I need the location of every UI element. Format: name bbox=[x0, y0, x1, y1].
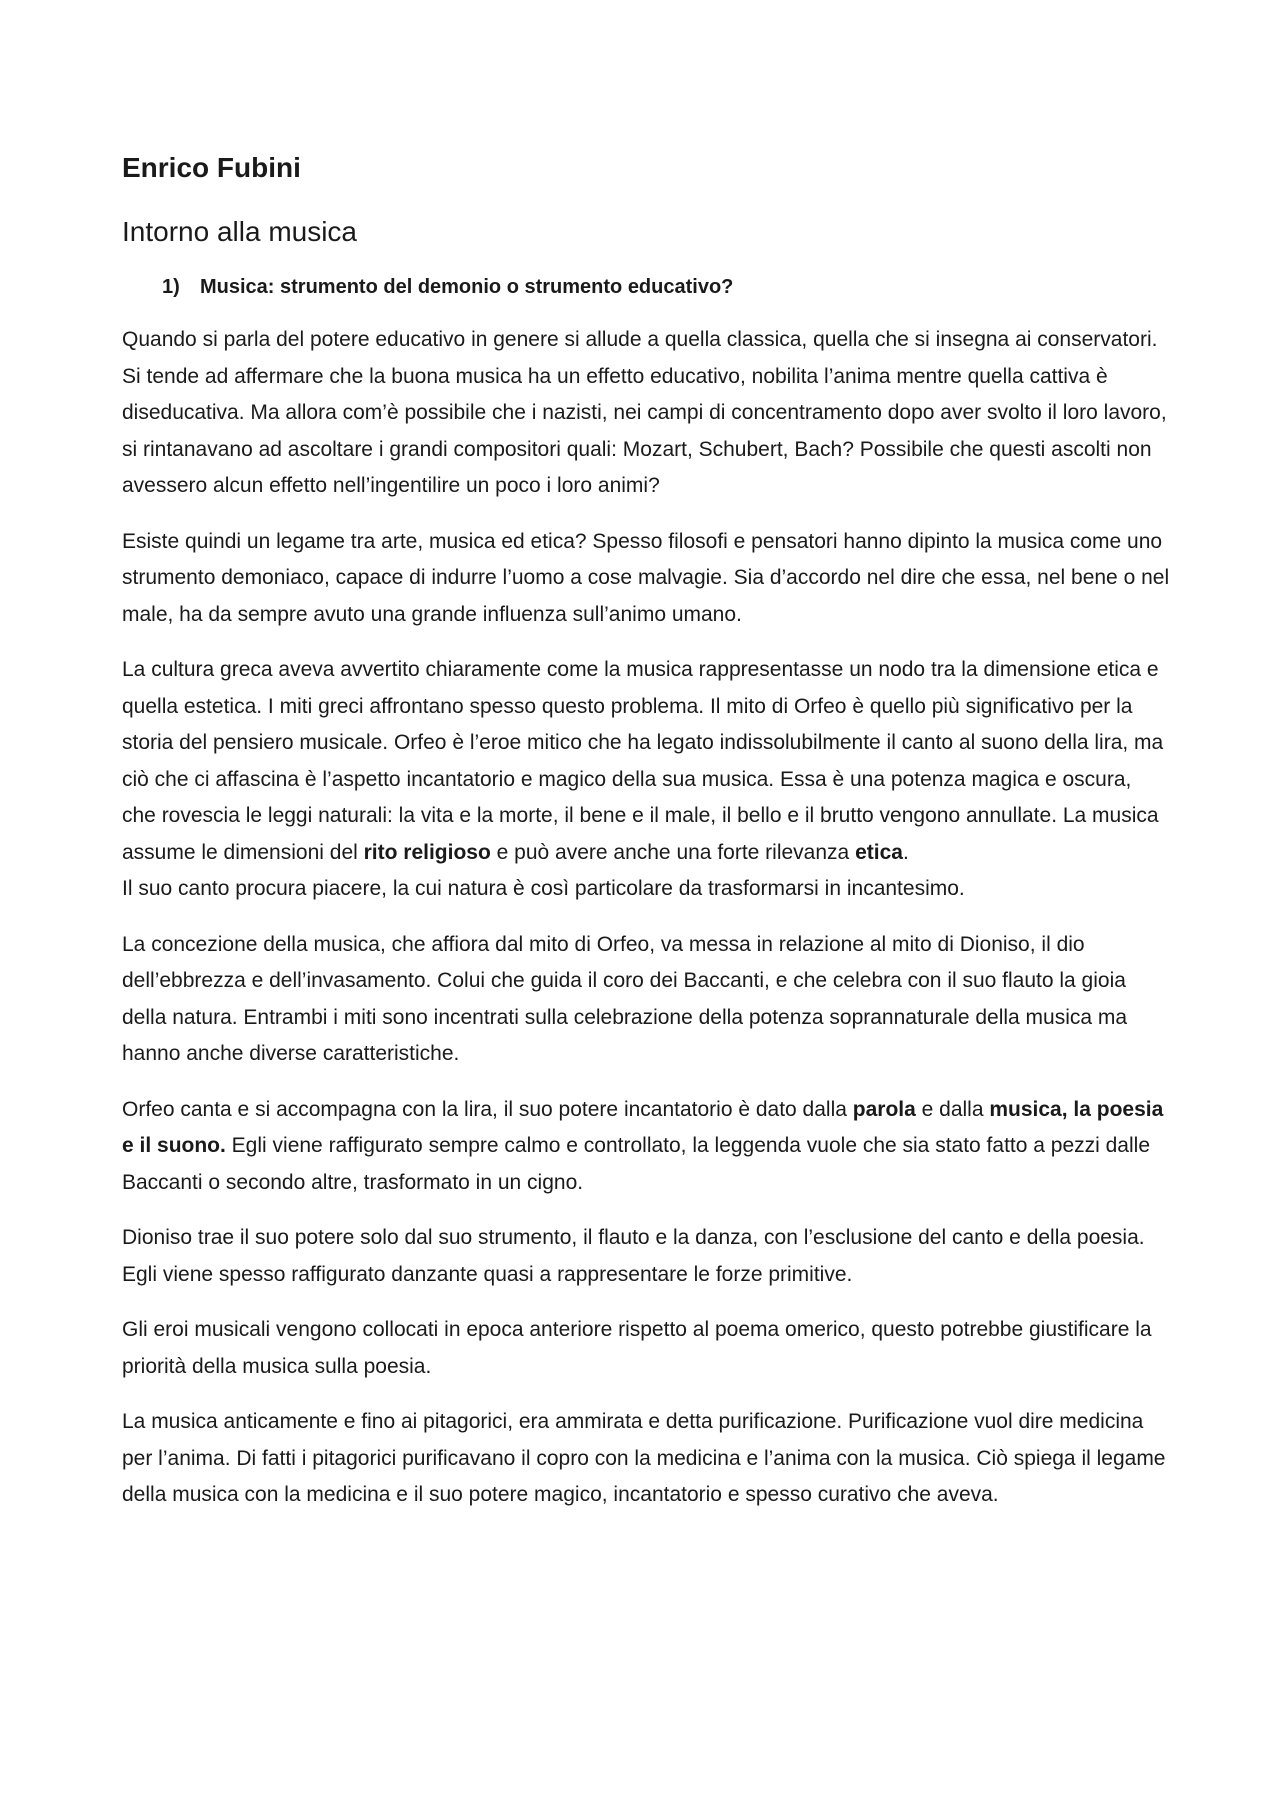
document-page bbox=[122, 150, 1170, 1533]
paragraph-3-bold-b: etica bbox=[855, 840, 903, 864]
paragraph-5-text-c: Egli viene raffigurato sempre calmo e controllato, la leggenda vuole che sia stato fatto a pezzi dalle Baccanti o secondo altre, trasformato in un cigno. bbox=[122, 1134, 1150, 1194]
paragraph-3-text-b: e può avere anche una forte rilevanza bbox=[490, 840, 856, 864]
paragraph-5-bold-a: parola bbox=[852, 1097, 916, 1121]
paragraph-5-bold-b: musica, la poesia e il suono. bbox=[122, 1097, 1164, 1157]
paragraph-7: Gli eroi musicali vengono collocati in epoca anteriore rispetto al poema omerico, questo potrebbe giustificare la priorità della musica sulla poesia. bbox=[122, 1318, 1152, 1378]
paragraph-4: La concezione della musica, che affiora dal mito di Orfeo, va messa in relazione al mito di Dioniso, il dio dell’ebbrezza e dell’invasamento. Colui che guida il coro dei Baccanti, e che celebra con il suo flauto la gioia della natura. Entrambi i miti sono incentrati sulla celebrazione della potenza soprannaturale della musica ma hanno anche diverse caratteristiche. bbox=[122, 932, 1128, 1065]
paragraph-5-text-a: Orfeo canta e si accompagna con la lira, il suo potere incantatorio è dato dalla bbox=[122, 1097, 853, 1121]
paragraph-5 bbox=[122, 1092, 1170, 1202]
paragraph-8: La musica anticamente e fino ai pitagorici, era ammirata e detta purificazione. Purificazione vuol dire medicina per l’anima. Di fatti i pitagorici purificavano il copro con la medicina e l’anima con la musica. Ciò spiega il legame della musica con la medicina e il suo potere magico, incantatorio e spesso curativo che aveva. bbox=[122, 1410, 1166, 1506]
paragraph-3-text-c: . bbox=[902, 840, 909, 864]
paragraph-5-text-b: e dalla bbox=[915, 1097, 990, 1121]
paragraph-6: Dioniso trae il suo potere solo dal suo strumento, il flauto e la danza, con l’esclusione del canto e della poesia. Egli viene spesso raffigurato danzante quasi a rappresentare le forze primitive. bbox=[122, 1226, 1145, 1286]
paragraph-3-line-2: Il suo canto procura piacere, la cui natura è così particolare da trasformarsi in incantesimo. bbox=[122, 877, 965, 900]
section-heading bbox=[162, 272, 1170, 302]
section-heading-text: Musica: strumento del demonio o strumento educativo? bbox=[200, 276, 734, 298]
section-number: 1) bbox=[162, 276, 180, 298]
document-title: Intorno alla musica bbox=[122, 216, 358, 247]
paragraph-1: Quando si parla del potere educativo in genere si allude a quella classica, quella che si insegna ai conservatori. Si tende ad affermare che la buona musica ha un effetto educativo, nobilita l’anima mentre quella cattiva è diseducativa. Ma allora com’è possibile che i nazisti, nei campi di concentramento dopo aver svolto il loro lavoro, si rintanavano ad ascoltare i grandi compositori quali: Mozart, Schubert, Bach? Possibile che questi ascolti non avessero alcun effetto nell’ingentilire un poco i loro animi? bbox=[122, 328, 1167, 497]
author-name: Enrico Fubini bbox=[122, 152, 301, 183]
paragraph-3 bbox=[122, 652, 1170, 908]
paragraph-3-text-a: La cultura greca aveva avvertito chiaramente come la musica rappresentasse un nodo tra la dimensione etica e quella estetica. I miti greci affrontano spesso questo problema. Il mito di Orfeo è quello più significativo per la storia del pensiero musicale. Orfeo è l’eroe mitico che ha legato indissolubilmente il canto al suono della lira, ma ciò che ci affascina è l’aspetto incantatorio e magico della sua musica. Essa è una potenza magica e oscura, che rovescia le leggi naturali: la vita e la morte, il bene e il male, il bello e il brutto vengono annullate. La musica assume le dimensioni del bbox=[122, 658, 1164, 864]
paragraph-2: Esiste quindi un legame tra arte, musica ed etica? Spesso filosofi e pensatori hanno dipinto la musica come uno strumento demoniaco, capace di indurre l’uomo a cose malvagie. Sia d’accordo nel dire che essa, nel bene o nel male, ha da sempre avuto una grande influenza sull’animo umano. bbox=[122, 529, 1170, 626]
paragraph-3-bold-a: rito religioso bbox=[363, 840, 491, 864]
